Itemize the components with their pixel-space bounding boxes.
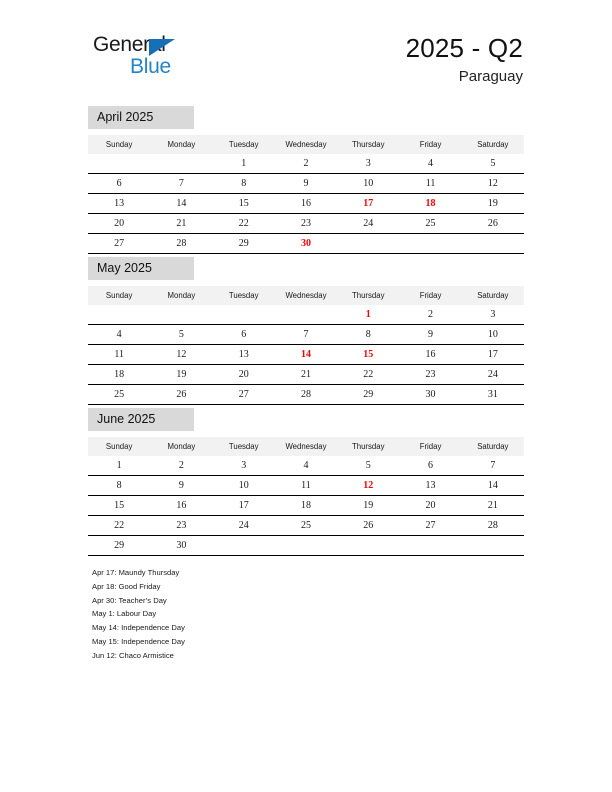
weekday-header-row — [88, 286, 524, 305]
day-cell[interactable]: 4 — [88, 325, 150, 345]
week-row — [88, 456, 524, 476]
month-table — [88, 286, 524, 405]
week-row — [88, 385, 524, 405]
weekday-header-wednesday: Wednesday — [275, 135, 337, 154]
day-cell-empty — [88, 154, 150, 174]
week-row — [88, 536, 524, 556]
day-cell[interactable]: 7 — [275, 325, 337, 345]
day-cell[interactable]: 28 — [150, 234, 212, 254]
legend-item: Apr 18: Good Friday — [92, 581, 161, 591]
day-cell[interactable]: 4 — [399, 154, 461, 174]
day-cell[interactable]: 24 — [213, 516, 275, 536]
day-cell[interactable]: 28 — [275, 385, 337, 405]
day-cell[interactable]: 3 — [337, 154, 399, 174]
day-cell-empty — [462, 536, 524, 556]
weekday-header-row — [88, 135, 524, 154]
weekday-header-wednesday: Wednesday — [275, 437, 337, 456]
day-cell[interactable]: 9 — [275, 174, 337, 194]
day-cell[interactable]: 14 — [462, 476, 524, 496]
day-cell[interactable]: 15 — [213, 194, 275, 214]
month-title: June 2025 — [88, 408, 194, 431]
day-cell[interactable]: 28 — [462, 516, 524, 536]
month-title: April 2025 — [88, 106, 194, 129]
week-row — [88, 174, 524, 194]
page-title: 2025 - Q2 — [405, 33, 523, 63]
week-row — [88, 516, 524, 536]
day-cell[interactable]: 20 — [88, 214, 150, 234]
weekday-header-sunday: Sunday — [88, 135, 150, 154]
day-cell[interactable]: 3 — [213, 456, 275, 476]
month-block — [88, 257, 524, 405]
day-cell[interactable]: 25 — [275, 516, 337, 536]
day-cell-holiday[interactable]: 1 — [337, 305, 399, 325]
day-cell[interactable]: 19 — [337, 496, 399, 516]
day-cell[interactable]: 22 — [88, 516, 150, 536]
weekday-header-thursday: Thursday — [337, 437, 399, 456]
day-cell[interactable]: 13 — [213, 345, 275, 365]
weekday-header-friday: Friday — [399, 437, 461, 456]
legend-item: May 15: Independence Day — [92, 636, 185, 646]
week-row — [88, 476, 524, 496]
day-cell-empty — [213, 305, 275, 325]
day-cell[interactable]: 4 — [275, 456, 337, 476]
day-cell[interactable]: 9 — [399, 325, 461, 345]
day-cell-holiday[interactable]: 14 — [275, 345, 337, 365]
day-cell[interactable]: 1 — [88, 456, 150, 476]
day-cell-empty — [88, 305, 150, 325]
page-subtitle: Paraguay — [458, 68, 523, 85]
title-block — [406, 32, 523, 87]
weekday-header-saturday: Saturday — [462, 437, 524, 456]
day-cell-empty — [399, 536, 461, 556]
day-cell[interactable]: 16 — [399, 345, 461, 365]
day-cell-empty — [275, 305, 337, 325]
weekday-header-monday: Monday — [150, 135, 212, 154]
day-cell[interactable]: 12 — [462, 174, 524, 194]
weekday-header-thursday: Thursday — [337, 135, 399, 154]
day-cell-holiday[interactable]: 30 — [275, 234, 337, 254]
day-cell[interactable]: 5 — [150, 325, 212, 345]
day-cell[interactable]: 27 — [213, 385, 275, 405]
day-cell[interactable]: 2 — [399, 305, 461, 325]
day-cell-empty — [337, 536, 399, 556]
day-cell[interactable]: 9 — [150, 476, 212, 496]
day-cell[interactable]: 21 — [150, 214, 212, 234]
day-cell[interactable]: 10 — [337, 174, 399, 194]
weekday-header-row — [88, 437, 524, 456]
day-cell[interactable]: 25 — [399, 214, 461, 234]
day-cell-empty — [150, 305, 212, 325]
weekday-header-friday: Friday — [399, 286, 461, 305]
day-cell[interactable]: 11 — [275, 476, 337, 496]
day-cell[interactable]: 26 — [337, 516, 399, 536]
week-row — [88, 496, 524, 516]
day-cell[interactable]: 25 — [88, 385, 150, 405]
week-row — [88, 154, 524, 174]
day-cell[interactable]: 16 — [275, 194, 337, 214]
day-cell[interactable]: 14 — [150, 194, 212, 214]
weekday-header-sunday: Sunday — [88, 437, 150, 456]
week-row — [88, 365, 524, 385]
weekday-header-saturday: Saturday — [462, 286, 524, 305]
weekday-header-saturday: Saturday — [462, 135, 524, 154]
day-cell[interactable]: 22 — [337, 365, 399, 385]
day-cell[interactable]: 6 — [213, 325, 275, 345]
page-header — [0, 0, 612, 100]
day-cell[interactable]: 1 — [213, 154, 275, 174]
day-cell[interactable]: 2 — [275, 154, 337, 174]
legend-item: May 1: Labour Day — [92, 609, 157, 619]
general-blue-logo — [93, 33, 203, 79]
day-cell[interactable]: 23 — [275, 214, 337, 234]
day-cell[interactable]: 7 — [462, 456, 524, 476]
week-row — [88, 345, 524, 365]
day-cell[interactable]: 6 — [88, 174, 150, 194]
day-cell[interactable]: 10 — [462, 325, 524, 345]
day-cell[interactable]: 30 — [399, 385, 461, 405]
day-cell[interactable]: 11 — [399, 174, 461, 194]
weekday-header-tuesday: Tuesday — [213, 286, 275, 305]
month-table — [88, 437, 524, 556]
day-cell[interactable]: 16 — [150, 496, 212, 516]
day-cell[interactable]: 31 — [462, 385, 524, 405]
day-cell[interactable]: 8 — [88, 476, 150, 496]
day-cell[interactable]: 3 — [462, 305, 524, 325]
day-cell-holiday[interactable]: 17 — [337, 194, 399, 214]
day-cell[interactable]: 5 — [337, 456, 399, 476]
day-cell-holiday[interactable]: 12 — [337, 476, 399, 496]
day-cell[interactable]: 27 — [88, 234, 150, 254]
day-cell[interactable]: 19 — [462, 194, 524, 214]
day-cell-empty — [399, 234, 461, 254]
day-cell[interactable]: 20 — [399, 496, 461, 516]
week-row — [88, 214, 524, 234]
legend-item: May 14: Independence Day — [92, 623, 185, 633]
day-cell[interactable]: 26 — [462, 214, 524, 234]
day-cell[interactable]: 17 — [213, 496, 275, 516]
day-cell-empty — [462, 234, 524, 254]
logo-text-blue: Blue — [130, 55, 171, 78]
holiday-legend — [92, 566, 422, 663]
weekday-header-friday: Friday — [399, 135, 461, 154]
day-cell[interactable]: 11 — [88, 345, 150, 365]
day-cell[interactable]: 12 — [150, 345, 212, 365]
month-title: May 2025 — [88, 257, 194, 280]
legend-item: Jun 12: Chaco Armistice — [92, 650, 174, 660]
weekday-header-monday: Monday — [150, 286, 212, 305]
day-cell[interactable]: 21 — [275, 365, 337, 385]
weekday-header-tuesday: Tuesday — [213, 135, 275, 154]
day-cell[interactable]: 27 — [399, 516, 461, 536]
day-cell[interactable]: 17 — [462, 345, 524, 365]
day-cell[interactable]: 18 — [88, 365, 150, 385]
day-cell[interactable]: 10 — [213, 476, 275, 496]
day-cell[interactable]: 29 — [337, 385, 399, 405]
day-cell[interactable]: 29 — [88, 536, 150, 556]
day-cell[interactable]: 22 — [213, 214, 275, 234]
day-cell[interactable]: 20 — [213, 365, 275, 385]
day-cell[interactable]: 5 — [462, 154, 524, 174]
day-cell[interactable]: 15 — [88, 496, 150, 516]
weekday-header-thursday: Thursday — [337, 286, 399, 305]
day-cell[interactable]: 26 — [150, 385, 212, 405]
day-cell[interactable]: 19 — [150, 365, 212, 385]
day-cell[interactable]: 21 — [462, 496, 524, 516]
day-cell[interactable]: 7 — [150, 174, 212, 194]
day-cell[interactable]: 8 — [337, 325, 399, 345]
day-cell[interactable]: 24 — [462, 365, 524, 385]
month-table — [88, 135, 524, 254]
week-row — [88, 234, 524, 254]
day-cell-holiday[interactable]: 18 — [399, 194, 461, 214]
logo-triangle-icon — [149, 39, 175, 56]
day-cell[interactable]: 8 — [213, 174, 275, 194]
day-cell[interactable]: 23 — [399, 365, 461, 385]
day-cell[interactable]: 29 — [213, 234, 275, 254]
day-cell[interactable]: 23 — [150, 516, 212, 536]
day-cell-empty — [150, 154, 212, 174]
week-row — [88, 325, 524, 345]
day-cell-empty — [213, 536, 275, 556]
month-block — [88, 106, 524, 254]
day-cell[interactable]: 6 — [399, 456, 461, 476]
month-block — [88, 408, 524, 556]
weekday-header-sunday: Sunday — [88, 286, 150, 305]
weekday-header-wednesday: Wednesday — [275, 286, 337, 305]
day-cell[interactable]: 13 — [88, 194, 150, 214]
logo-text-general: General — [93, 33, 166, 56]
day-cell-empty — [275, 536, 337, 556]
day-cell[interactable]: 2 — [150, 456, 212, 476]
weekday-header-monday: Monday — [150, 437, 212, 456]
day-cell[interactable]: 13 — [399, 476, 461, 496]
day-cell[interactable]: 24 — [337, 214, 399, 234]
day-cell[interactable]: 30 — [150, 536, 212, 556]
day-cell-holiday[interactable]: 15 — [337, 345, 399, 365]
day-cell-empty — [337, 234, 399, 254]
legend-item: Apr 30: Teacher’s Day — [92, 595, 167, 605]
week-row — [88, 194, 524, 214]
day-cell[interactable]: 18 — [275, 496, 337, 516]
weekday-header-tuesday: Tuesday — [213, 437, 275, 456]
week-row — [88, 305, 524, 325]
legend-item: Apr 17: Maundy Thursday — [92, 568, 180, 577]
